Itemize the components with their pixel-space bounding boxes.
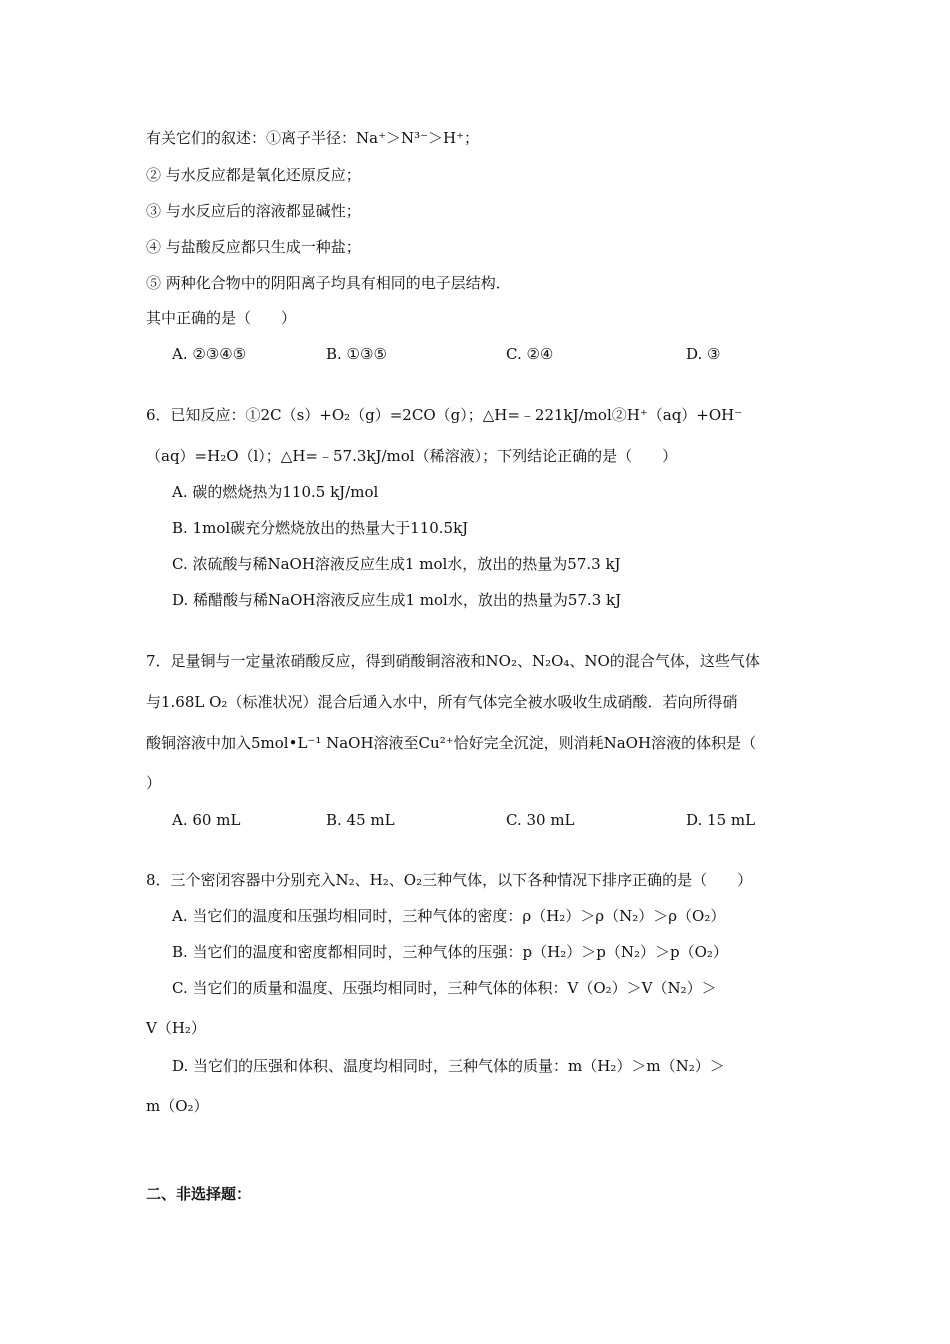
q8-option-b: B. 当它们的温度和密度都相同时，三种气体的压强：p（H₂）＞p（N₂）＞p（O₂）: [172, 943, 728, 961]
q6-option-a: A. 碳的燃烧热为110.5 kJ/mol: [172, 483, 379, 501]
q8-option-c-line-1: C. 当它们的质量和温度、压强均相同时，三种气体的体积：V（O₂）＞V（N₂）＞: [172, 979, 717, 997]
q7-stem-line-3: 酸铜溶液中加入5mol•L⁻¹ NaOH溶液至Cu²⁺恰好完全沉淀，则消耗NaOH溶液的体积是（: [146, 734, 757, 752]
section-2-heading: 二、非选择题：: [146, 1185, 252, 1203]
q8-option-d-line-2: m（O₂）: [146, 1097, 209, 1115]
q7-stem-line-1: 7．足量铜与一定量浓硝酸反应，得到硝酸铜溶液和NO₂、N₂O₄、NO的混合气体，这些气体: [146, 652, 760, 670]
q7-option-a: A. 60 mL: [172, 811, 241, 829]
q5-option-c: C. ②④: [506, 345, 554, 363]
q7-option-b: B. 45 mL: [326, 811, 395, 829]
q7-stem-line-4: ）: [146, 774, 162, 792]
q6-option-d: D. 稀醋酸与稀NaOH溶液反应生成1 mol水，放出的热量为57.3 kJ: [172, 591, 622, 609]
q7-option-c: C. 30 mL: [506, 811, 575, 829]
q5-option-d: D. ③: [686, 345, 721, 363]
q8-stem: 8．三个密闭容器中分别充入N₂、H₂、O₂三种气体，以下各种情况下排序正确的是（ ）: [146, 871, 753, 889]
q5-intro: 有关它们的叙述：①离子半径：Na⁺＞N³⁻＞H⁺；: [146, 129, 480, 147]
q5-statement-3: ③ 与水反应后的溶液都显碱性；: [146, 202, 361, 220]
q5-statement-5: ⑤ 两种化合物中的阴阳离子均具有相同的电子层结构．: [146, 274, 511, 292]
q6-stem-line-1: 6．已知反应：①2C（s）+O₂（g）=2CO（g）；△H=﹣221kJ/mol②H⁺（aq）+OH⁻: [146, 406, 743, 424]
q5-statement-4: ④ 与盐酸反应都只生成一种盐；: [146, 238, 361, 256]
q6-option-b: B. 1mol碳充分燃烧放出的热量大于110.5kJ: [172, 519, 469, 537]
q7-option-d: D. 15 mL: [686, 811, 756, 829]
q5-statement-2: ② 与水反应都是氧化还原反应；: [146, 166, 361, 184]
q6-stem-line-2: （aq）=H₂O（l）；△H=﹣57.3kJ/mol（稀溶液）；下列结论正确的是（ ）: [146, 447, 678, 465]
q7-stem-line-2: 与1.68L O₂（标准状况）混合后通入水中，所有气体完全被水吸收生成硝酸．若向所得硝: [146, 693, 738, 711]
q5-ask: 其中正确的是（ ）: [146, 309, 297, 327]
q6-option-c: C. 浓硫酸与稀NaOH溶液反应生成1 mol水，放出的热量为57.3 kJ: [172, 555, 621, 573]
q5-option-a: A. ②③④⑤: [172, 345, 247, 363]
q8-option-d-line-1: D. 当它们的压强和体积、温度均相同时，三种气体的质量：m（H₂）＞m（N₂）＞: [172, 1057, 725, 1075]
q8-option-c-line-2: V（H₂）: [146, 1019, 206, 1037]
q8-option-a: A. 当它们的温度和压强均相同时，三种气体的密度：ρ（H₂）＞ρ（N₂）＞ρ（O₂）: [172, 907, 726, 925]
q5-option-b: B. ①③⑤: [326, 345, 387, 363]
